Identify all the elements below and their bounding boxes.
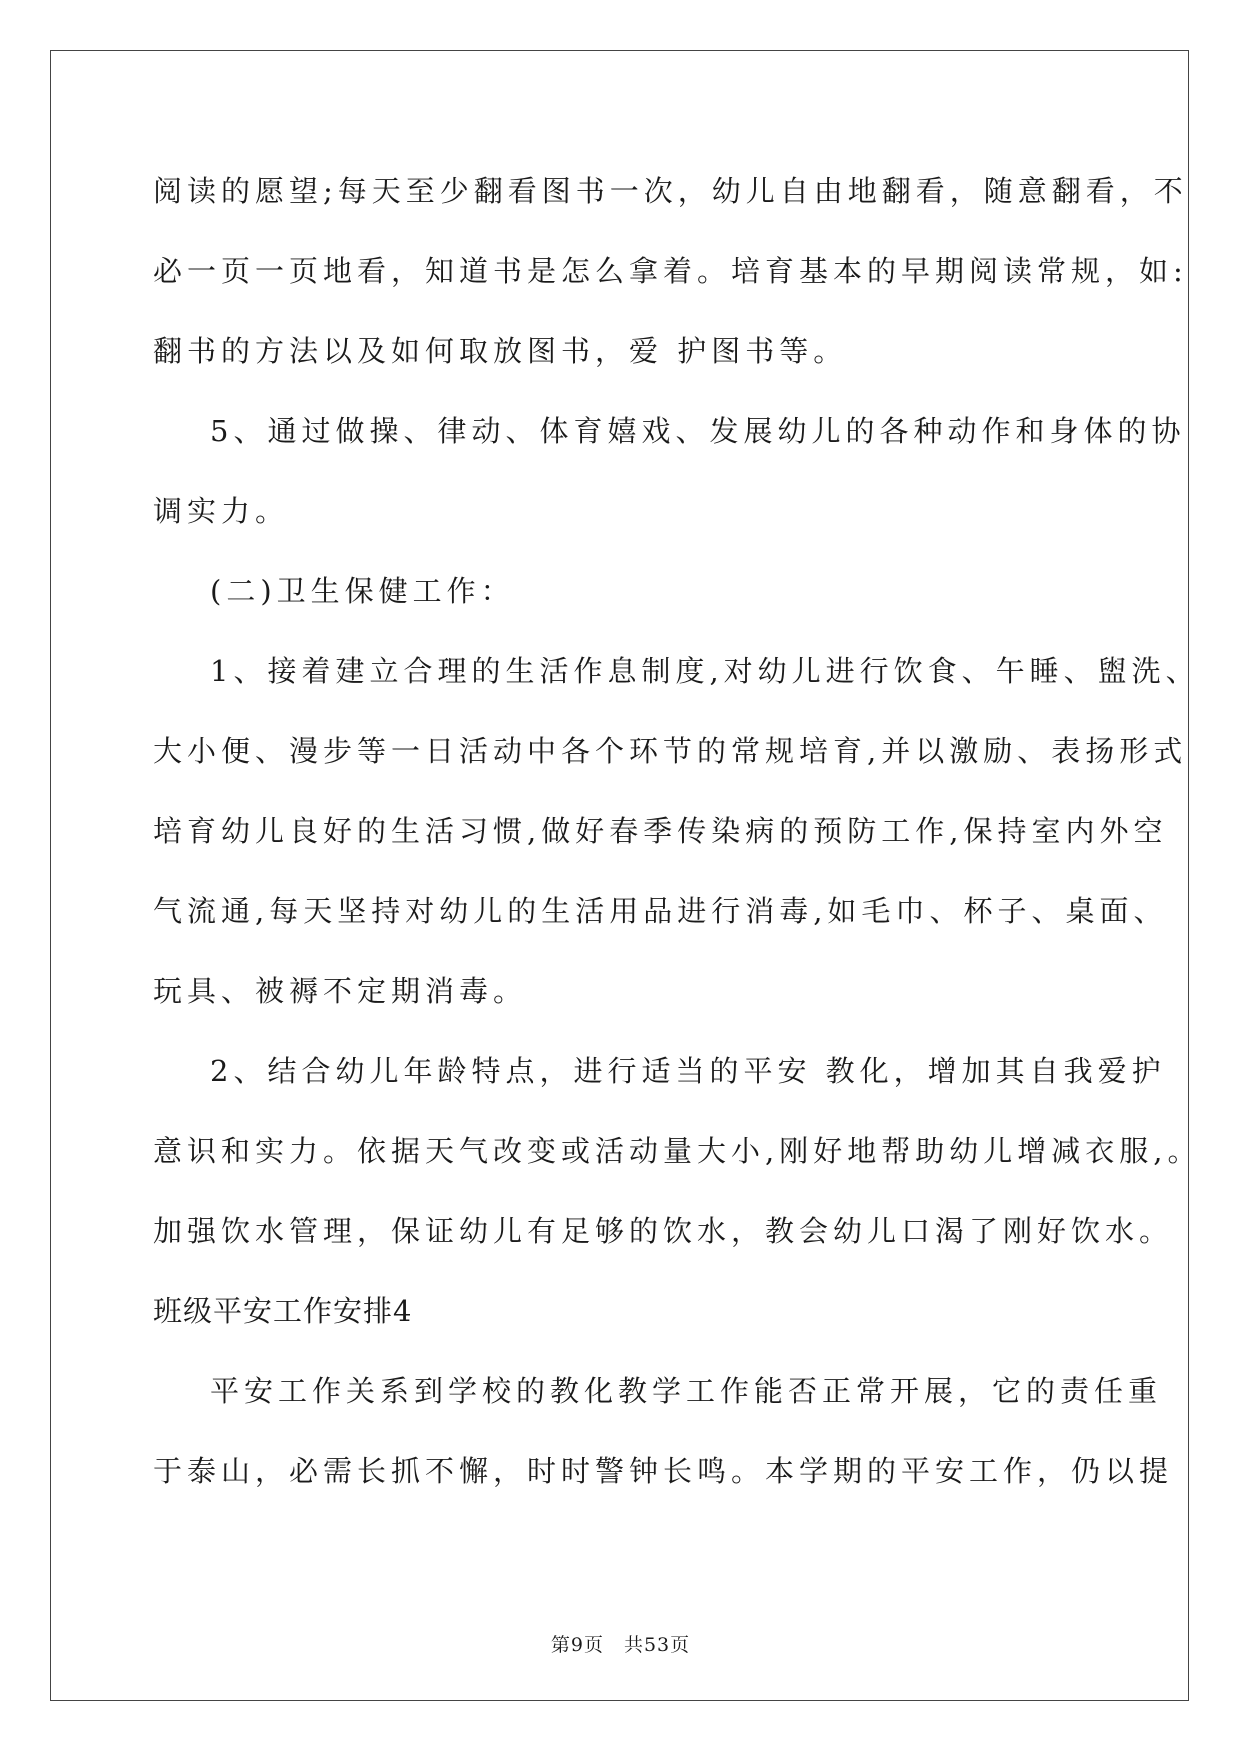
text-line: 加强饮水管理，保证幼儿有足够的饮水，教会幼儿口渴了刚好饮水。 — [153, 1214, 1174, 1248]
text-line: 于泰山，必需长抓不懈，时时警钟长鸣。本学期的平安工作，仍以提 — [153, 1454, 1174, 1488]
text-line: 大小便、漫步等一日活动中各个环节的常规培育,并以激励、表扬形式 — [153, 734, 1188, 768]
text-line: 翻书的方法以及如何取放图书，爱 护图书等。 — [153, 334, 848, 368]
text-line: 5、通过做操、律动、体育嬉戏、发展幼儿的各种动作和身体的协 — [210, 414, 1186, 448]
text-line: 1、接着建立合理的生活作息制度,对幼儿进行饮食、午睡、盥洗、 — [210, 654, 1200, 688]
page-footer: 第9页 共53页 — [550, 1634, 691, 1656]
section-title: 班级平安工作安排4 — [153, 1294, 413, 1328]
text-line: 意识和实力。依据天气改变或活动量大小,刚好地帮助幼儿增减衣服,。 — [153, 1134, 1202, 1168]
text-line: 气流通,每天坚持对幼儿的生活用品进行消毒,如毛巾、杯子、桌面、 — [153, 894, 1168, 928]
text-line: 调实力。 — [153, 494, 290, 528]
text-line: 平安工作关系到学校的教化教学工作能否正常开展，它的责任重 — [210, 1374, 1163, 1408]
text-line: 必一页一页地看，知道书是怎么拿着。培育基本的早期阅读常规，如: — [153, 254, 1188, 288]
section-heading: (二)卫生保健工作： — [210, 574, 515, 608]
text-line: 阅读的愿望;每天至少翻看图书一次，幼儿自由地翻看，随意翻看，不 — [153, 174, 1188, 208]
text-line: 培育幼儿良好的生活习惯,做好春季传染病的预防工作,保持室内外空 — [153, 814, 1168, 848]
text-line: 2、结合幼儿年龄特点，进行适当的平安 教化，增加其自我爱护 — [210, 1054, 1166, 1088]
text-line: 玩具、被褥不定期消毒。 — [153, 974, 528, 1008]
